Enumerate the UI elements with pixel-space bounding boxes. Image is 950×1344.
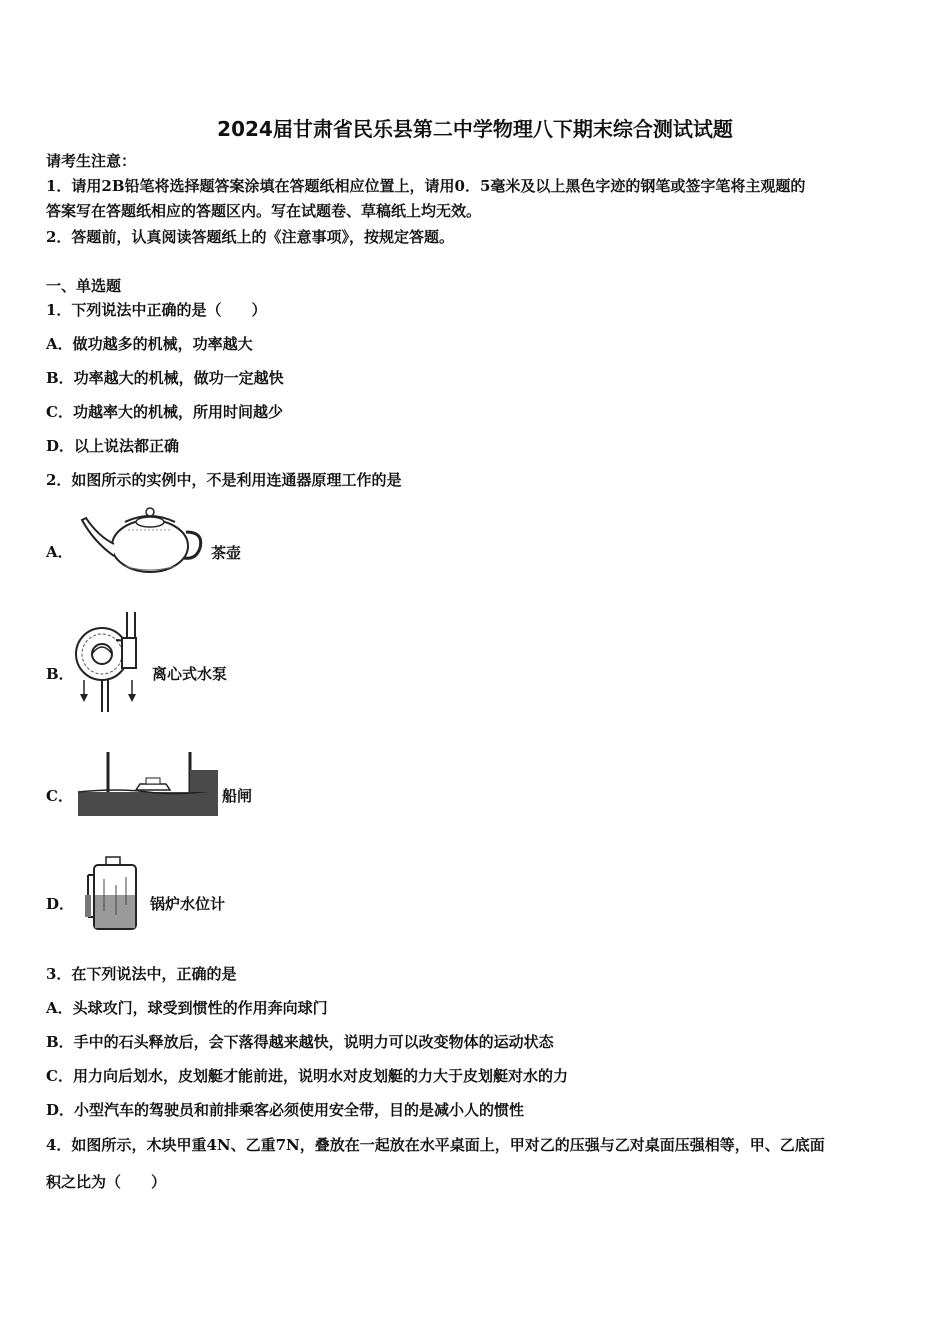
- q2-stem: 2．如图所示的实例中，不是利用连通器原理工作的是: [46, 471, 402, 489]
- q3-option-c: C．用力向后划水，皮划艇才能前进，说明水对皮划艇的力大于皮划艇对水的力: [46, 1067, 568, 1085]
- q3-option-d: D．小型汽车的驾驶员和前排乘客必须使用安全带，目的是减小人的惯性: [46, 1101, 525, 1119]
- section-heading: 一、单选题: [46, 277, 122, 295]
- boiler-gauge-illustration: [82, 855, 144, 935]
- q2-option-a-label: 茶壶: [211, 544, 242, 562]
- notice-line-3: 2．答题前，认真阅读答题纸上的《注意事项》，按规定答题。: [46, 228, 454, 246]
- q2-option-b-label: 离心式水泵: [152, 665, 228, 683]
- q1-option-a: A．做功越多的机械，功率越大: [46, 335, 253, 353]
- q4-stem-line-1: 4．如图所示，木块甲重4N、乙重7N，叠放在一起放在水平桌面上，甲对乙的压强与乙对桌面压强相等，甲、乙底面: [46, 1136, 825, 1154]
- exam-title: 2024届甘肃省民乐县第二中学物理八下期末综合测试试题: [217, 117, 733, 141]
- q1-option-b: B．功率越大的机械，做功一定越快: [46, 369, 284, 387]
- q2-option-a-letter: A．: [46, 543, 73, 561]
- q3-option-b: B．手中的石头释放后，会下落得越来越快，说明力可以改变物体的运动状态: [46, 1033, 554, 1051]
- q3-stem: 3．在下列说法中，正确的是: [46, 965, 237, 983]
- q1-stem: 1．下列说法中正确的是（ ）: [46, 301, 267, 319]
- q1-option-d: D．以上说法都正确: [46, 437, 180, 455]
- notice-heading: 请考生注意：: [46, 152, 137, 170]
- centrifugal-pump-illustration: [72, 610, 144, 714]
- q1-option-c: C．功越率大的机械，所用时间越少: [46, 403, 283, 421]
- notice-line-1: 1．请用2B铅笔将选择题答案涂填在答题纸相应位置上，请用0．5毫米及以上黑色字迹的钢笔或签字笔将主观题的: [46, 177, 806, 195]
- q2-option-c-label: 船闸: [222, 787, 253, 805]
- ship-lock-illustration: [78, 750, 218, 816]
- q3-option-a: A．头球攻门，球受到惯性的作用奔向球门: [46, 999, 328, 1017]
- q2-option-d-label: 锅炉水位计: [150, 895, 226, 913]
- q2-option-c-letter: C．: [46, 787, 73, 805]
- teapot-illustration: [80, 500, 208, 576]
- notice-line-2: 答案写在答题纸相应的答题区内。写在试题卷、草稿纸上均无效。: [46, 202, 482, 220]
- q2-option-b-letter: B．: [46, 665, 74, 683]
- q4-stem-line-2: 积之比为（ ）: [46, 1173, 167, 1191]
- q2-option-d-letter: D．: [46, 895, 75, 913]
